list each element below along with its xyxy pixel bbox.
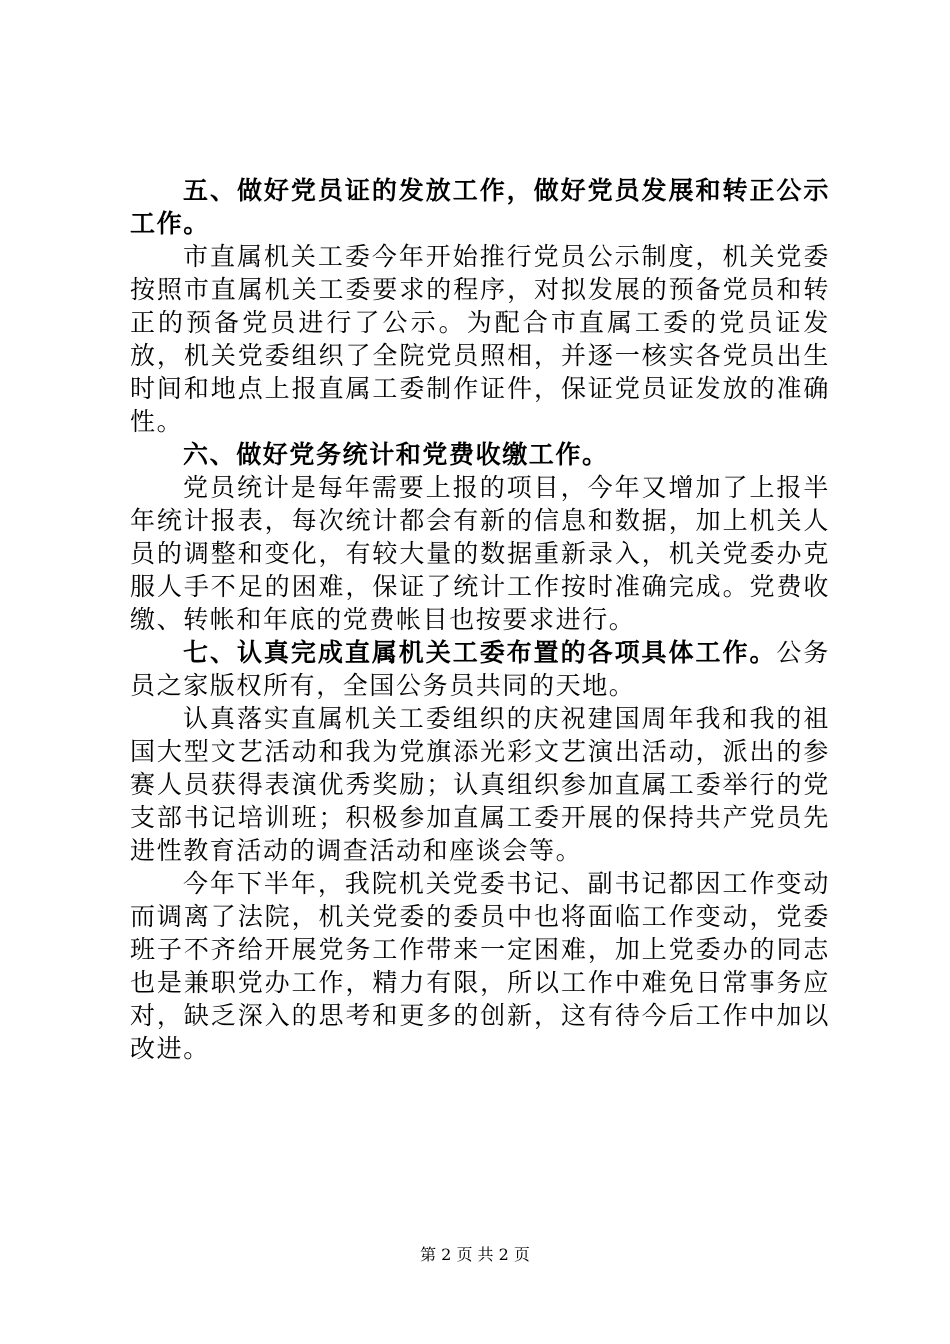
section-7-heading: 七、认真完成直属机关工委布置的各项具体工作。: [183, 638, 777, 667]
page-footer: 第 2 页 共 2 页: [420, 1245, 530, 1264]
section-7-heading-line: [130, 636, 830, 702]
section-5-paragraph: 市直属机关工委今年开始推行党员公示制度，机关党委按照市直属机关工委要求的程序，对拟发展的预备党员和转正的预备党员进行了公示。为配合市直属工委的党员证发放，机关党委组织了全院党员照相，并逐一核实各党员出生时间和地点上报直属工委制作证件，保证党员证发放的准确性。: [130, 242, 830, 436]
section-5-heading: 五、做好党员证的发放工作，做好党员发展和转正公示工作。: [130, 176, 830, 238]
section-7-paragraph-2: 今年下半年，我院机关党委书记、副书记都因工作变动而调离了法院，机关党委的委员中也将面临工作变动，党委班子不齐给开展党务工作带来一定困难，加上党委办的同志也是兼职党办工作，精力有限，所以工作中难免日常事务应对，缺乏深入的思考和更多的创新，这有待今后工作中加以改进。: [130, 869, 830, 1063]
document-body: [130, 174, 830, 1065]
section-7-heading-tail: 公务员之家版权所有，全国公务员共同的天地。: [130, 638, 830, 700]
section-6-heading: 六、做好党务统计和党费收缴工作。: [183, 440, 609, 469]
section-7-paragraph-1: 认真落实直属机关工委组织的庆祝建国周年我和我的祖国大型文艺活动和我为党旗添光彩文艺演出活动，派出的参赛人员获得表演优秀奖励；认真组织参加直属工委举行的党支部书记培训班；积极参加直属工委开展的保持共产党员先进性教育活动的调查活动和座谈会等。: [130, 704, 830, 865]
section-6-paragraph: 党员统计是每年需要上报的项目，今年又增加了上报半年统计报表，每次统计都会有新的信息和数据，加上机关人员的调整和变化，有较大量的数据重新录入，机关党委办克服人手不足的困难，保证了统计工作按时准确完成。党费收缴、转帐和年底的党费帐目也按要求进行。: [130, 473, 830, 634]
